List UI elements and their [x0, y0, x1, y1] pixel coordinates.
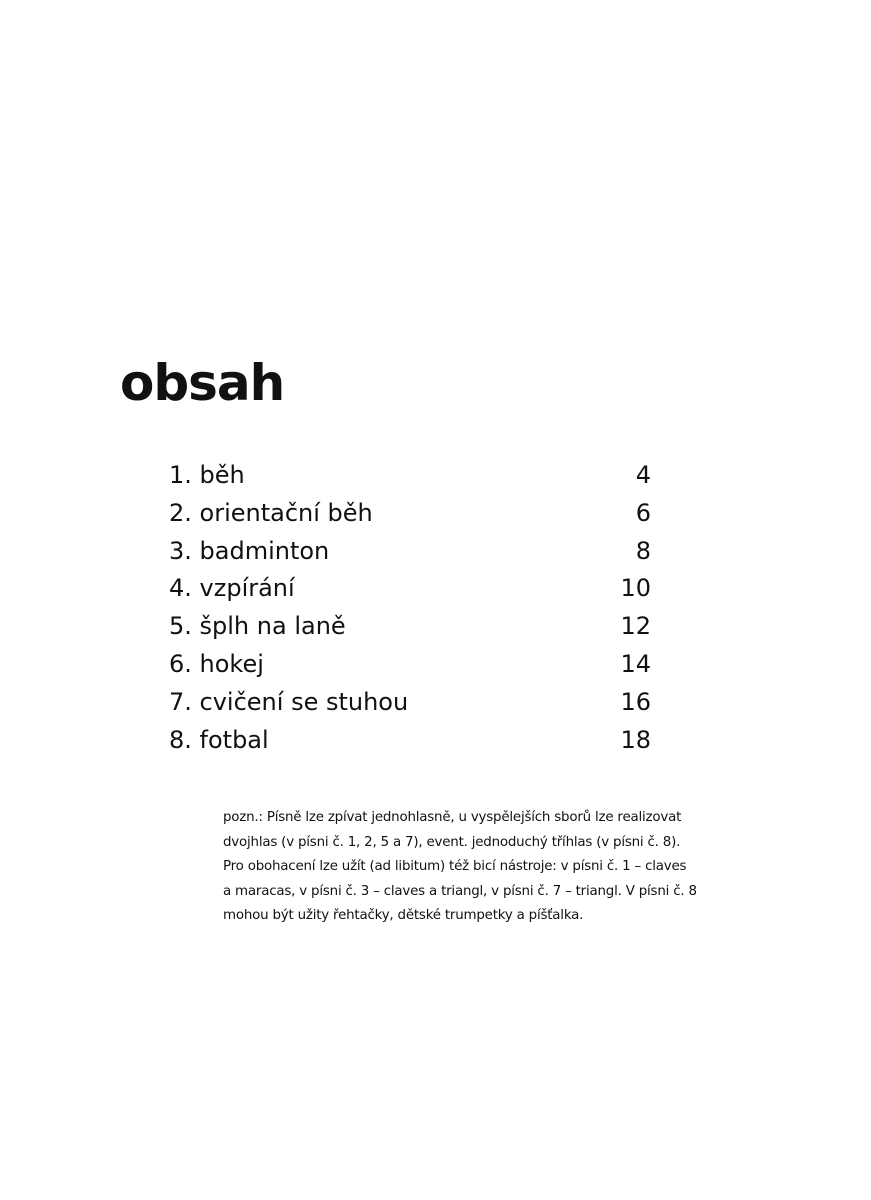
toc-entry-page-number: 12: [620, 612, 651, 641]
toc-entry-label: 5. šplh na laně: [169, 612, 346, 641]
toc-entry-page-number: 8: [635, 536, 651, 565]
toc-entry-page-number: 16: [620, 687, 651, 716]
toc-entry: [169, 533, 651, 571]
toc-entry: [169, 684, 651, 722]
toc-entry: [169, 608, 651, 646]
note-line: Pro obohacení lze užít (ad libitum) též bicí nástroje: v písni č. 1 – claves: [223, 859, 687, 874]
toc-entry-label: 2. orientační běh: [169, 498, 373, 527]
toc-entry-label: 7. cvičení se stuhou: [169, 687, 409, 716]
note-line: a maracas, v písni č. 3 – claves a triangl, v písni č. 7 – triangl. V písni č. 8: [223, 883, 697, 899]
note-line: pozn.: Písně lze zpívat jednohlasně, u vyspělejších sborů lze realizovat: [223, 810, 682, 825]
performance-note: [223, 806, 823, 929]
page-title: obsah: [120, 354, 285, 412]
toc-entry-page-number: 18: [620, 725, 651, 754]
note-line: dvojhlas (v písni č. 1, 2, 5 a 7), event. jednoduchý tříhlas (v písni č. 8).: [223, 834, 681, 850]
toc-entry-label: 6. hokej: [169, 649, 264, 678]
toc-entry: [169, 495, 651, 533]
toc-entry: [169, 722, 651, 760]
toc-entry-page-number: 10: [620, 574, 651, 603]
toc-entry: [169, 646, 651, 684]
toc-entry-page-number: 14: [620, 649, 651, 678]
toc-entry-label: 1. běh: [169, 461, 245, 489]
note-line: mohou být užity řehtačky, dětské trumpetky a píšťalka.: [223, 908, 584, 923]
toc-entry-label: 8. fotbal: [169, 725, 269, 754]
table-of-contents: [169, 457, 651, 759]
toc-entry-page-number: 4: [635, 461, 651, 489]
toc-entry-label: 4. vzpírání: [169, 574, 295, 603]
toc-entry: [169, 457, 651, 495]
toc-entry-label: 3. badminton: [169, 536, 330, 565]
toc-entry-page-number: 6: [635, 498, 651, 527]
toc-entry: [169, 570, 651, 608]
